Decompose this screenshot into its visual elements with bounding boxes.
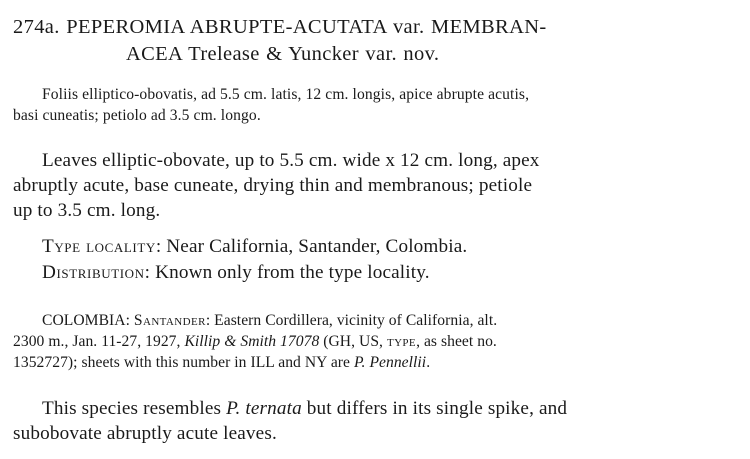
specimen-citation [13,310,740,373]
note-line-1 [13,396,740,421]
specimen-line-2-a: 2300 m., Jan. 11-27, 1927, [13,333,185,350]
description-line-3: up to 3.5 cm. long. [13,200,161,221]
specimen-species-ref: P. Pennellii [353,354,427,371]
specimen-department: Santander [133,312,206,329]
latin-line-1: Foliis elliptico-obovatis, ad 5.5 cm. latis, 12 cm. longis, apice abrupte acutis, [42,86,530,103]
type-locality-label: Type locality [42,236,156,257]
description-line-1: Leaves elliptic-obovate, up to 5.5 cm. wide x 12 cm. long, apex [42,150,540,171]
comparison-note [13,396,740,446]
english-description [13,148,738,223]
latin-line-2: basi cuneatis; petiolo ad 3.5 cm. longo. [13,107,261,124]
specimen-line-1 [13,310,740,331]
specimen-line-3-a: 1352727); sheets with this number in ILL and NY are [13,354,354,371]
specimen-line-1-rest: : Eastern Cordillera, vicinity of California, alt. [205,312,498,329]
specimen-colon: : [125,312,134,329]
description-line-2: abruptly acute, base cuneate, drying thin and membranous; petiole [13,175,533,196]
heading-line-2: ACEA Trelease & Yuncker var. nov. [126,43,440,65]
specimen-line-3 [13,352,740,373]
distribution-label: Distribution [42,262,145,283]
latin-diagnosis [13,84,738,126]
note-line-1-a: This species resembles [42,398,227,419]
heading-line-1: 274a. PEPEROMIA ABRUPTE-ACUTATA var. MEMBRAN- [13,16,547,38]
specimen-line-2 [13,331,740,352]
specimen-country: COLOMBIA [42,312,126,329]
distribution [42,260,742,285]
note-line-2: subobovate abruptly acute leaves. [13,423,277,444]
specimen-type-word: type [386,333,417,350]
specimen-line-3-b: . [426,354,431,371]
type-locality-value: : Near California, Santander, Colombia. [155,236,468,257]
note-species: P. ternata [226,398,302,419]
distribution-value: : Known only from the type locality. [144,262,430,283]
note-line-1-b: but differs in its single spike, and [301,398,568,419]
species-heading [13,14,739,68]
specimen-collectors: Killip & Smith 17078 [184,333,320,350]
specimen-line-2-b: (GH, US, [319,333,387,350]
type-locality [42,234,742,259]
specimen-line-2-c: , as sheet no. [416,333,497,350]
